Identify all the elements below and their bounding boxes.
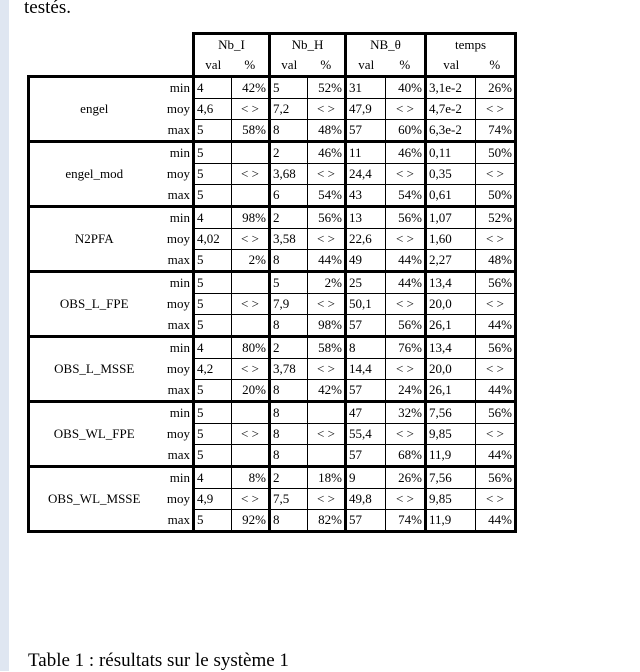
stat-label: min — [159, 402, 194, 424]
stat-label: min — [159, 142, 194, 164]
pct-cell: < > — [232, 164, 270, 185]
val-cell: 3,78 — [270, 359, 308, 380]
pct-cell: 58% — [308, 337, 346, 359]
table-row — [29, 142, 516, 164]
pct-cell: < > — [386, 489, 426, 510]
val-cell: 20,0 — [426, 359, 476, 380]
pct-cell: 24% — [386, 380, 426, 402]
val-cell: 57 — [346, 120, 386, 142]
stat-label: max — [159, 315, 194, 337]
stat-label: moy — [159, 424, 194, 445]
val-cell: 49 — [346, 250, 386, 272]
subheader-pct: % — [476, 55, 516, 77]
val-cell: 5 — [194, 402, 232, 424]
pct-cell: 42% — [232, 77, 270, 99]
table-row — [29, 467, 516, 489]
subheader-val: val — [281, 57, 298, 72]
val-cell: 8 — [270, 315, 308, 337]
group-header: Nb_H — [270, 34, 346, 56]
val-cell: 9,85 — [426, 424, 476, 445]
subheader-pct: % — [386, 55, 426, 77]
pct-cell: 74% — [386, 510, 426, 532]
corner-cell — [29, 34, 159, 56]
val-cell: 8 — [270, 445, 308, 467]
val-cell: 57 — [346, 315, 386, 337]
val-cell: 5 — [270, 272, 308, 294]
method-name: OBS_WL_FPE — [29, 402, 159, 467]
subheader-row — [29, 55, 516, 77]
pct-cell: 54% — [308, 185, 346, 207]
pct-cell: < > — [386, 359, 426, 380]
pct-cell: 58% — [232, 120, 270, 142]
method-name: OBS_L_FPE — [29, 272, 159, 337]
corner-cell — [29, 55, 159, 77]
pct-cell: 20% — [232, 380, 270, 402]
val-cell: 22,6 — [346, 229, 386, 250]
stat-label: max — [159, 120, 194, 142]
pct-cell: < > — [308, 164, 346, 185]
table-row — [29, 77, 516, 99]
table-caption: Table 1 : résultats sur le système 1 — [28, 650, 289, 671]
val-cell: 7,56 — [426, 402, 476, 424]
val-cell: 31 — [346, 77, 386, 99]
val-cell: 11 — [346, 142, 386, 164]
pct-cell: 56% — [386, 207, 426, 229]
val-cell: 13,4 — [426, 272, 476, 294]
val-cell: 7,5 — [270, 489, 308, 510]
pct-cell: 44% — [476, 445, 516, 467]
stat-label: min — [159, 207, 194, 229]
stat-label: min — [159, 337, 194, 359]
pct-cell: 56% — [476, 272, 516, 294]
val-cell: 0,61 — [426, 185, 476, 207]
val-cell: 4,9 — [194, 489, 232, 510]
pct-cell: < > — [308, 489, 346, 510]
pct-cell: < > — [308, 99, 346, 120]
results-table — [27, 32, 517, 533]
pct-cell: 8% — [232, 467, 270, 489]
pct-cell: 26% — [386, 467, 426, 489]
pct-cell: < > — [232, 294, 270, 315]
val-cell: 8 — [270, 510, 308, 532]
subheader-val: val — [443, 57, 460, 72]
val-cell: 5 — [194, 510, 232, 532]
val-cell: 11,9 — [426, 510, 476, 532]
val-cell: 5 — [194, 380, 232, 402]
pct-cell: < > — [386, 164, 426, 185]
val-cell: 2 — [270, 142, 308, 164]
group-header: Nb_I — [194, 34, 270, 56]
val-cell: 7,9 — [270, 294, 308, 315]
val-cell: 2 — [270, 337, 308, 359]
pct-cell: < > — [476, 164, 516, 185]
val-cell: 1,60 — [426, 229, 476, 250]
pct-cell: < > — [476, 424, 516, 445]
val-cell: 13 — [346, 207, 386, 229]
pct-cell: 42% — [308, 380, 346, 402]
stat-label: moy — [159, 489, 194, 510]
val-cell: 6,3e-2 — [426, 120, 476, 142]
pct-cell — [232, 445, 270, 467]
stat-label: max — [159, 185, 194, 207]
val-cell: 3,58 — [270, 229, 308, 250]
val-cell: 3,1e-2 — [426, 77, 476, 99]
val-cell: 8 — [270, 424, 308, 445]
val-cell: 2,27 — [426, 250, 476, 272]
val-cell: 5 — [194, 294, 232, 315]
pct-cell: < > — [476, 229, 516, 250]
val-cell: 8 — [270, 402, 308, 424]
stat-label: moy — [159, 99, 194, 120]
header-row — [29, 34, 516, 56]
val-cell: 4 — [194, 207, 232, 229]
pct-cell: 52% — [308, 77, 346, 99]
pct-cell: 46% — [386, 142, 426, 164]
pct-cell: 46% — [308, 142, 346, 164]
table-row — [29, 207, 516, 229]
pct-cell — [232, 402, 270, 424]
pct-cell: 44% — [308, 250, 346, 272]
subheader-val: val — [358, 57, 375, 72]
pct-cell — [232, 315, 270, 337]
val-cell: 5 — [194, 445, 232, 467]
pct-cell: 50% — [476, 142, 516, 164]
pct-cell: 54% — [386, 185, 426, 207]
pct-cell: 98% — [308, 315, 346, 337]
val-cell: 5 — [194, 120, 232, 142]
val-cell: 57 — [346, 510, 386, 532]
val-cell: 14,4 — [346, 359, 386, 380]
pct-cell: < > — [308, 424, 346, 445]
val-cell: 47 — [346, 402, 386, 424]
val-cell: 47,9 — [346, 99, 386, 120]
val-cell: 50,1 — [346, 294, 386, 315]
val-cell: 8 — [270, 380, 308, 402]
pct-cell: 44% — [386, 272, 426, 294]
val-cell: 7,2 — [270, 99, 308, 120]
val-cell: 26,1 — [426, 315, 476, 337]
method-name: OBS_L_MSSE — [29, 337, 159, 402]
pct-cell: < > — [476, 99, 516, 120]
pct-cell: < > — [232, 99, 270, 120]
val-cell: 5 — [194, 164, 232, 185]
pct-cell: 2% — [232, 250, 270, 272]
stat-label: moy — [159, 359, 194, 380]
val-cell: 5 — [194, 250, 232, 272]
pct-cell: 60% — [386, 120, 426, 142]
val-cell: 5 — [194, 424, 232, 445]
pct-cell: 76% — [386, 337, 426, 359]
intro-text: testés. — [24, 0, 71, 18]
stat-label: min — [159, 272, 194, 294]
group-header: temps — [426, 34, 516, 56]
pct-cell: 82% — [308, 510, 346, 532]
val-cell: 20,0 — [426, 294, 476, 315]
pct-cell: 80% — [232, 337, 270, 359]
stat-label: min — [159, 77, 194, 99]
pct-cell: 44% — [386, 250, 426, 272]
pct-cell — [308, 402, 346, 424]
subheader-val: val — [205, 57, 222, 72]
pct-cell: < > — [386, 99, 426, 120]
method-name: engel — [29, 77, 159, 142]
pct-cell: 56% — [476, 402, 516, 424]
val-cell: 5 — [194, 185, 232, 207]
subheader-pct: % — [232, 55, 270, 77]
val-cell: 5 — [194, 315, 232, 337]
val-cell: 5 — [194, 272, 232, 294]
stat-label: max — [159, 380, 194, 402]
val-cell: 55,4 — [346, 424, 386, 445]
val-cell: 2 — [270, 467, 308, 489]
pct-cell: 52% — [476, 207, 516, 229]
pct-cell: < > — [232, 359, 270, 380]
val-cell: 1,07 — [426, 207, 476, 229]
method-name: N2PFA — [29, 207, 159, 272]
val-cell: 0,11 — [426, 142, 476, 164]
val-cell: 7,56 — [426, 467, 476, 489]
val-cell: 8 — [270, 250, 308, 272]
pct-cell: 56% — [386, 315, 426, 337]
pct-cell: < > — [386, 229, 426, 250]
stat-label: max — [159, 445, 194, 467]
val-cell: 11,9 — [426, 445, 476, 467]
method-name: engel_mod — [29, 142, 159, 207]
val-cell: 5 — [270, 77, 308, 99]
pct-cell: < > — [476, 489, 516, 510]
val-cell: 5 — [194, 142, 232, 164]
pct-cell: 50% — [476, 185, 516, 207]
subheader-pct: % — [308, 55, 346, 77]
val-cell: 57 — [346, 380, 386, 402]
pct-cell: 2% — [308, 272, 346, 294]
pct-cell: 26% — [476, 77, 516, 99]
val-cell: 4,7e-2 — [426, 99, 476, 120]
page-side-bar — [0, 0, 9, 671]
pct-cell: 92% — [232, 510, 270, 532]
val-cell: 4,2 — [194, 359, 232, 380]
val-cell: 0,35 — [426, 164, 476, 185]
val-cell: 43 — [346, 185, 386, 207]
pct-cell: 56% — [308, 207, 346, 229]
pct-cell: 98% — [232, 207, 270, 229]
val-cell: 4 — [194, 337, 232, 359]
corner-cell — [159, 34, 194, 56]
pct-cell: < > — [386, 294, 426, 315]
pct-cell: 74% — [476, 120, 516, 142]
group-header: NB_θ — [346, 34, 426, 56]
val-cell: 4 — [194, 467, 232, 489]
pct-cell: < > — [386, 424, 426, 445]
val-cell: 9,85 — [426, 489, 476, 510]
pct-cell: < > — [308, 294, 346, 315]
stat-label: moy — [159, 164, 194, 185]
pct-cell: 44% — [476, 315, 516, 337]
stat-label: min — [159, 467, 194, 489]
val-cell: 4 — [194, 77, 232, 99]
val-cell: 2 — [270, 207, 308, 229]
pct-cell — [232, 272, 270, 294]
val-cell: 13,4 — [426, 337, 476, 359]
pct-cell — [232, 185, 270, 207]
val-cell: 25 — [346, 272, 386, 294]
val-cell: 49,8 — [346, 489, 386, 510]
val-cell: 4,02 — [194, 229, 232, 250]
table-row — [29, 272, 516, 294]
pct-cell: < > — [308, 359, 346, 380]
pct-cell: < > — [232, 229, 270, 250]
val-cell: 9 — [346, 467, 386, 489]
pct-cell: 40% — [386, 77, 426, 99]
pct-cell: < > — [232, 489, 270, 510]
pct-cell: 56% — [476, 467, 516, 489]
pct-cell: < > — [476, 359, 516, 380]
val-cell: 57 — [346, 445, 386, 467]
val-cell: 8 — [270, 120, 308, 142]
stat-label: moy — [159, 294, 194, 315]
pct-cell: 32% — [386, 402, 426, 424]
pct-cell: 48% — [476, 250, 516, 272]
stat-label: max — [159, 510, 194, 532]
val-cell: 6 — [270, 185, 308, 207]
val-cell: 26,1 — [426, 380, 476, 402]
pct-cell: 44% — [476, 380, 516, 402]
pct-cell: < > — [232, 424, 270, 445]
table-row — [29, 402, 516, 424]
pct-cell: < > — [308, 229, 346, 250]
val-cell: 3,68 — [270, 164, 308, 185]
pct-cell: 18% — [308, 467, 346, 489]
pct-cell: 56% — [476, 337, 516, 359]
val-cell: 8 — [346, 337, 386, 359]
stat-label: max — [159, 250, 194, 272]
stat-label: moy — [159, 229, 194, 250]
pct-cell: 68% — [386, 445, 426, 467]
table-row — [29, 337, 516, 359]
pct-cell: 48% — [308, 120, 346, 142]
pct-cell — [308, 445, 346, 467]
val-cell: 4,6 — [194, 99, 232, 120]
pct-cell — [232, 142, 270, 164]
pct-cell: < > — [476, 294, 516, 315]
corner-cell — [159, 55, 194, 77]
val-cell: 24,4 — [346, 164, 386, 185]
method-name: OBS_WL_MSSE — [29, 467, 159, 532]
pct-cell: 44% — [476, 510, 516, 532]
